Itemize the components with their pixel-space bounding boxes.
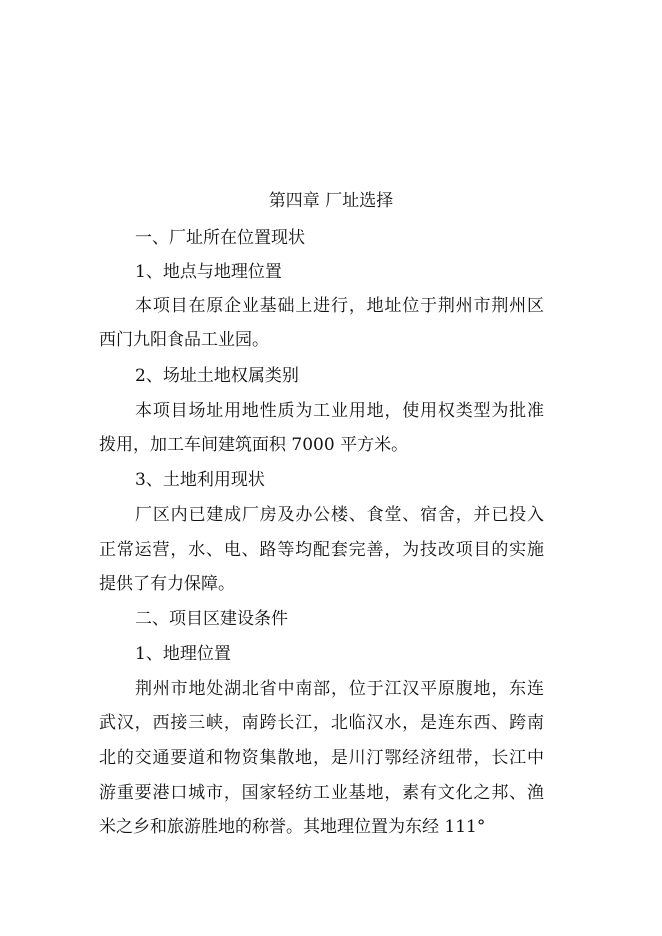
subsection-heading-land-use: 3、土地利用现状	[135, 470, 265, 490]
subsection-heading-geography: 1、地理位置	[135, 644, 231, 664]
paragraph-line: 正常运营，水、电、路等均配套完善，为技改项目的实施	[99, 540, 544, 560]
paragraph-line: 厂区内已建成厂房及办公楼、食堂、宿舍，并已投入	[135, 505, 544, 525]
section-heading-1: 一、厂址所在位置现状	[135, 228, 305, 248]
chapter-title: 第四章 厂址选择	[268, 191, 394, 211]
subsection-heading-location: 1、地点与地理位置	[135, 262, 282, 282]
subsection-heading-land-ownership: 2、场址土地权属类别	[135, 366, 299, 386]
paragraph-line: 本项目场址用地性质为工业用地，使用权类型为批准	[135, 401, 544, 421]
paragraph-line: 北的交通要道和物资集散地，是川汀鄂经济纽带，长江中	[99, 748, 544, 768]
paragraph-line: 荆州市地处湖北省中南部，位于江汉平原腹地，东连	[135, 679, 544, 699]
paragraph-line: 武汉，西接三峡，南跨长江，北临汉水，是连东西、跨南	[99, 713, 544, 733]
paragraph-line: 米之乡和旅游胜地的称誉。其地理位置为东经 111°	[99, 817, 486, 837]
paragraph-line: 提供了有力保障。	[99, 574, 235, 594]
paragraph-line: 拨用，加工车间建筑面积 7000 平方米。	[99, 435, 409, 455]
section-heading-2: 二、项目区建设条件	[135, 609, 288, 629]
paragraph-line: 西门九阳食品工业园。	[99, 330, 269, 350]
paragraph-line: 本项目在原企业基础上进行，地址位于荆州市荆州区	[135, 296, 544, 316]
paragraph-line: 游重要港口城市，国家轻纺工业基地，素有文化之邦、渔	[99, 783, 544, 803]
